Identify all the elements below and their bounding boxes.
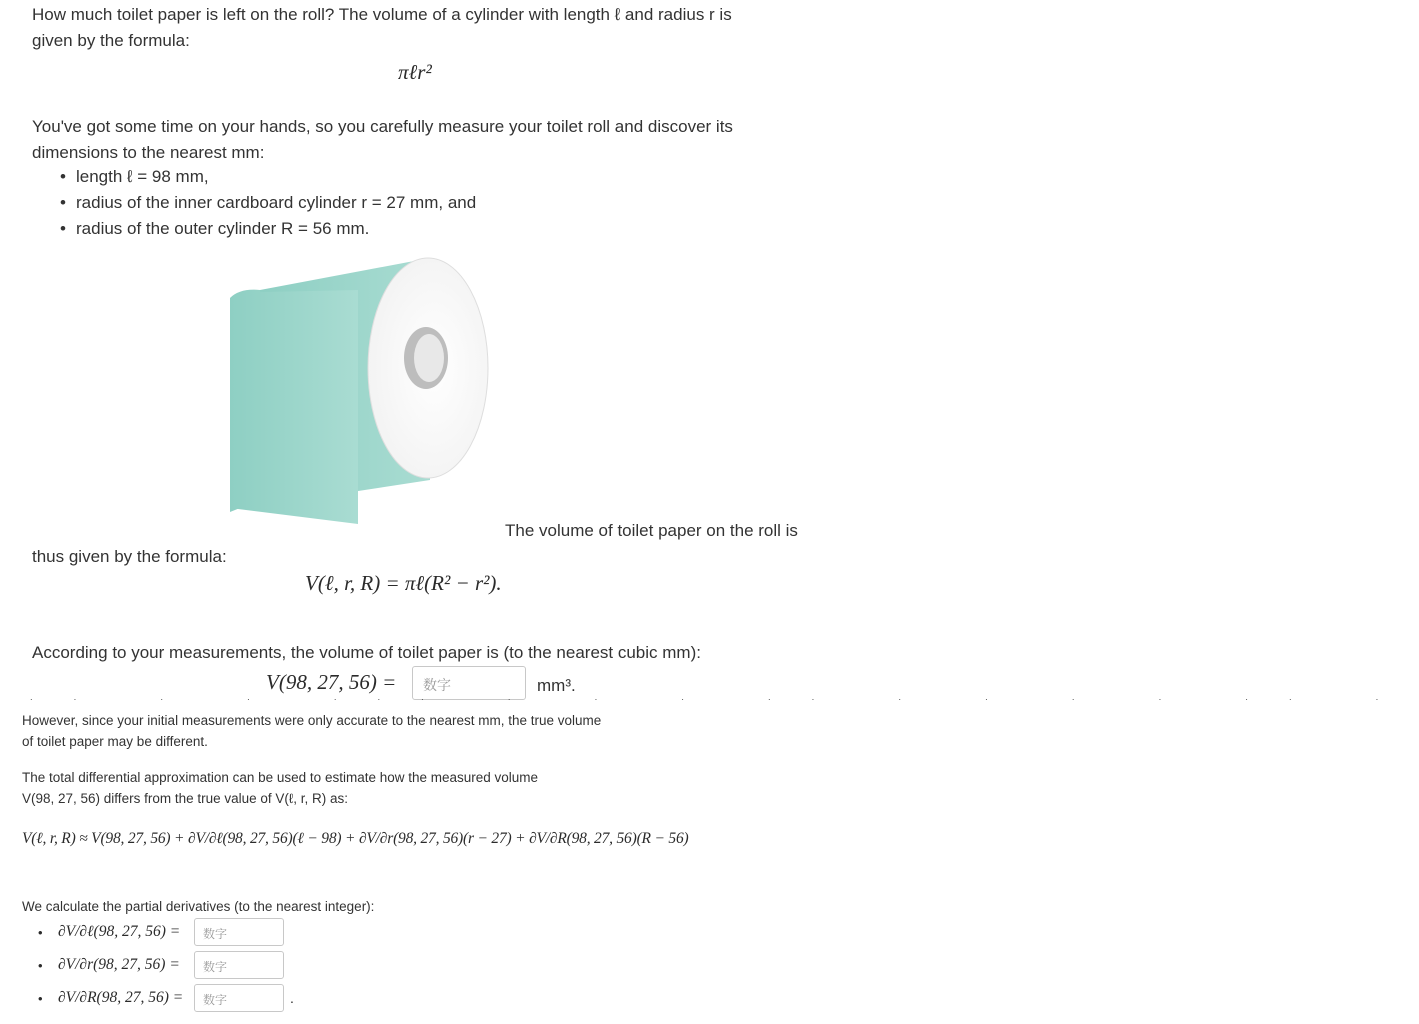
- measure-line-2: dimensions to the nearest mm:: [32, 143, 265, 162]
- partial-R-input[interactable]: [194, 984, 284, 1012]
- differential-line-2: V(98, 27, 56) differs from the true value of V(ℓ, r, R) as:: [22, 791, 349, 806]
- volume-answer-placeholder: 数字: [423, 678, 451, 694]
- intro-line-2: given by the formula:: [32, 31, 190, 50]
- partial-label-R: ∂V/∂R(98, 27, 56) =: [58, 989, 184, 1006]
- period: .: [290, 990, 294, 1006]
- partial-l-placeholder: 数字: [203, 927, 228, 941]
- bullet: •: [38, 925, 43, 940]
- measurement-outer-radius: radius of the outer cylinder R = 56 mm.: [76, 219, 370, 238]
- partials-prompt: We calculate the partial derivatives (to the nearest integer):: [22, 899, 375, 914]
- list-item: [60, 216, 760, 242]
- list-item: [60, 190, 760, 216]
- list-item: [60, 164, 760, 190]
- bullet: •: [38, 958, 43, 973]
- differential-line-1: The total differential approximation can be used to estimate how the measured volume: [22, 770, 539, 785]
- volume-formula: V(ℓ, r, R) = πℓ(R² − r²).: [305, 571, 502, 595]
- partial-r-input[interactable]: [194, 951, 284, 979]
- partial-label-l: ∂V/∂ℓ(98, 27, 56) =: [58, 923, 181, 940]
- toilet-roll-image: [220, 250, 500, 535]
- measure-line-1: You've got some time on your hands, so you carefully measure your toilet roll and discover its: [32, 117, 733, 136]
- differential-formula: V(ℓ, r, R) ≈ V(98, 27, 56) + ∂V/∂ℓ(98, 27, 56)(ℓ − 98) + ∂V/∂r(98, 27, 56)(r − 27) + ∂V/∂R(98, 27, 56)(R − 56): [22, 830, 689, 847]
- numeric-lhs: V(98, 27, 56) =: [266, 670, 397, 694]
- partial-label-r: ∂V/∂r(98, 27, 56) =: [58, 956, 180, 973]
- partial-r-placeholder: 数字: [203, 960, 228, 974]
- accuracy-line-1: However, since your initial measurements were only accurate to the nearest mm, the true volume: [22, 713, 602, 728]
- measure-paragraph: [32, 114, 822, 166]
- measurement-list: [60, 164, 760, 242]
- numeric-prompt: According to your measurements, the volume of toilet paper is (to the nearest cubic mm):: [32, 643, 701, 662]
- partial-l-input[interactable]: [194, 918, 284, 946]
- bullet: •: [38, 991, 43, 1006]
- core-hole: [414, 334, 444, 382]
- measurement-inner-radius: radius of the inner cardboard cylinder r = 27 mm, and: [76, 193, 477, 212]
- volume-line-2: thus given by the formula:: [32, 547, 227, 566]
- cylinder-volume-formula: πℓr²: [398, 60, 432, 84]
- volume-answer-input[interactable]: [412, 666, 526, 700]
- accuracy-paragraph: [22, 710, 722, 752]
- partial-R-placeholder: 数字: [203, 993, 228, 1007]
- intro-paragraph: [32, 2, 822, 54]
- intro-line-1: How much toilet paper is left on the roll? The volume of a cylinder with length ℓ and radius r is: [32, 5, 732, 24]
- sheet-front: [230, 290, 358, 524]
- volume-line-1: The volume of toilet paper on the roll is: [505, 521, 798, 540]
- volume-unit: mm³.: [537, 676, 576, 695]
- differential-paragraph: [22, 767, 722, 809]
- measurement-length: length ℓ = 98 mm,: [76, 167, 209, 186]
- scroll-separator: ˙˙ ˙ ˙ ˙˙˙ ˙ ˙ ˙ ˙˙ ˙ ˙ ˙ ˙ ˙˙ ˙: [30, 698, 1419, 710]
- accuracy-line-2: of toilet paper may be different.: [22, 734, 208, 749]
